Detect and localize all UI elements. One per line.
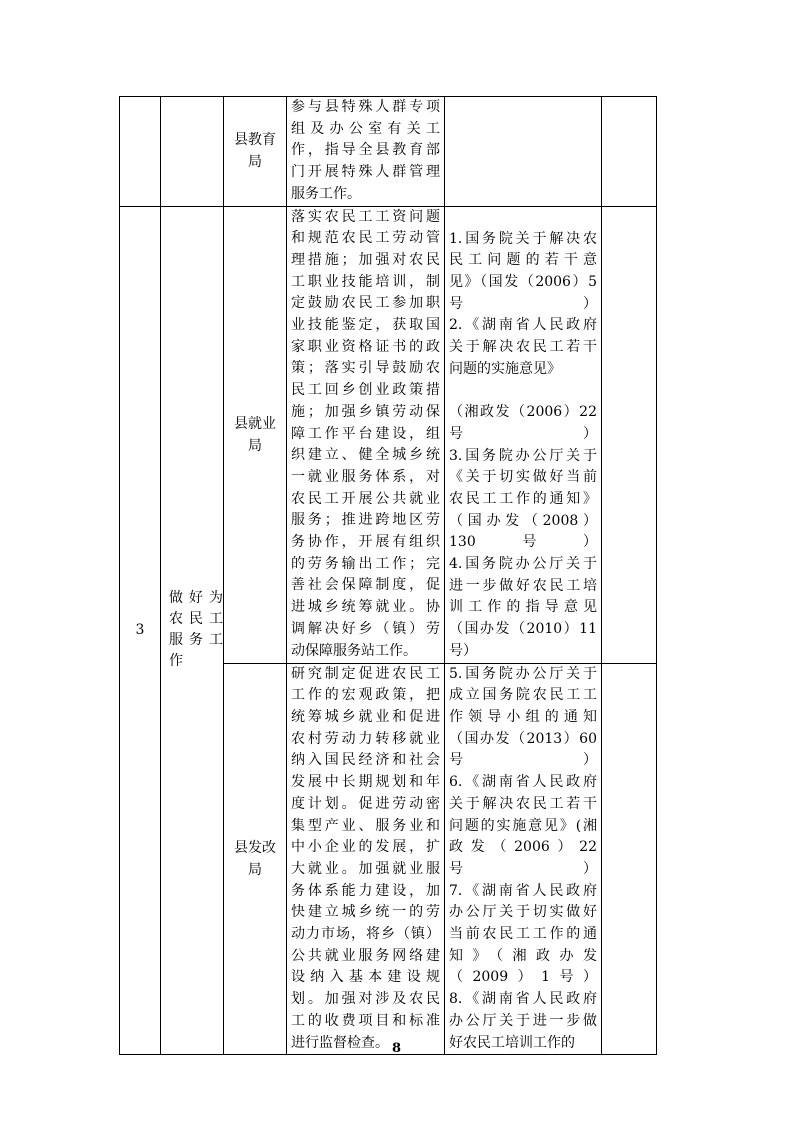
text-line: 号） (449, 752, 597, 769)
department-line: 局 (248, 861, 262, 878)
text-line: （国办发（2008） (449, 512, 597, 529)
text-line: 快建立城乡统一的劳 (291, 904, 440, 921)
text-line: 落实农民工工资问题 (291, 208, 440, 225)
text-line: 中小企业的发展，扩 (291, 839, 440, 856)
text-line: 务体系能力建设，加 (291, 882, 440, 899)
text-line: 发展中长期规划和年 (291, 774, 440, 791)
text-line: 进一步做好农民工培 (449, 577, 597, 594)
cell-remark (602, 206, 657, 663)
text-line: 策；落实引导鼓励农 (291, 360, 440, 377)
cell-basis (445, 206, 602, 663)
text-line: 划。加强对涉及农民 (291, 991, 440, 1008)
text-line: 1.国务院关于解决农 (449, 230, 597, 247)
text-line: 成立国务院农民工工 (449, 687, 597, 704)
text-line: 政发（2006）22 (449, 839, 597, 856)
text-line: 工作的宏观政策，把 (291, 687, 440, 704)
text-line: 关于解决农民工若干 (449, 339, 597, 356)
text-line: 业技能鉴定，获取国 (291, 317, 440, 334)
text-line: 号） (449, 860, 597, 877)
text-line: 作，指导全县教育部 (291, 142, 440, 159)
text-line: 农村劳动力转移就业 (291, 730, 440, 747)
text-line: 服务；推进跨地区劳 (291, 512, 440, 529)
text-line: 调解决好乡（镇）劳 (291, 620, 440, 637)
cell-duty (287, 97, 445, 207)
cell-task (161, 97, 224, 207)
text-line: 动保障服务站工作。 (291, 642, 417, 659)
text-line: 务协作，开展有组织 (291, 534, 440, 551)
text-line: 公共就业服务网络建 (291, 947, 440, 964)
text-line: 做好为 (169, 590, 223, 607)
text-line: 5.国务院办公厅关于 (449, 665, 597, 682)
text-line: 一就业服务体系，对 (291, 468, 440, 485)
text-line: 作领导小组的通知 (449, 708, 597, 725)
text-line: 7.《湖南省人民政府 (449, 882, 597, 899)
text-line: 进城乡统筹就业。协 (291, 599, 440, 616)
text-line: 大就业。加强就业服 (291, 860, 440, 877)
text-line: （国办发（2013）60 (449, 730, 597, 747)
text-line: 农民工 (169, 611, 223, 628)
text-line: 号） (449, 425, 597, 442)
text-line: 研究制定促进农民工 (291, 665, 440, 682)
cell-department (224, 663, 287, 1055)
page-number: 8 (391, 1041, 402, 1056)
cell-remark (602, 97, 657, 207)
text-line: 3.国务院办公厅关于 (449, 447, 597, 464)
text-line: 理措施；加强对农民 (291, 251, 440, 268)
department-line: 县就业 (234, 415, 276, 432)
text-line: （国办发（2010）11 (449, 621, 597, 638)
cell-basis (445, 663, 602, 1055)
text-line: 的劳务输出工作；完 (291, 555, 440, 572)
cell-department (224, 97, 287, 207)
department-line: 县发改 (234, 839, 276, 856)
text-line: 门开展特殊人群管理 (291, 164, 440, 181)
text-line: 130号） (449, 534, 597, 551)
text-line: 组及办公室有关工 (291, 120, 440, 137)
text-line: 《关于切实做好当前 (449, 469, 597, 486)
cell-number: 3 (120, 206, 161, 1055)
text-line: 农民工工作的通知》 (449, 490, 597, 507)
cell-number (120, 97, 161, 207)
text-line: 问题的实施意见》 (449, 360, 561, 377)
cell-duty (287, 663, 445, 1055)
text-line: 障工作平台建设，组 (291, 425, 440, 442)
text-line: 民工问题的若干意 (449, 252, 597, 269)
text-line: 统筹城乡就业和促进 (291, 708, 440, 725)
text-line: 问题的实施意见》(湘 (449, 817, 597, 834)
text-line: 2.《湖南省人民政府 (449, 317, 597, 334)
text-line: 善社会保障制度，促 (291, 577, 440, 594)
text-line: 工的收费项目和标准 (291, 1012, 440, 1029)
text-line: 进行监督检查。 (291, 1034, 389, 1051)
text-line: 号） (449, 295, 597, 312)
responsibility-table (119, 96, 657, 1055)
text-line (449, 380, 597, 402)
table-row (120, 206, 657, 663)
text-line: 4.国务院办公厅关于 (449, 556, 597, 573)
text-line: 集型产业、服务业和 (291, 817, 440, 834)
cell-department (224, 206, 287, 663)
text-line: 服务工作。 (291, 185, 361, 202)
text-line: 家职业资格证书的政 (291, 338, 440, 355)
text-line: 训工作的指导意见 (449, 599, 597, 616)
text-line: 和规范农民工劳动管 (291, 230, 440, 247)
text-line: （2009）1号） (449, 969, 597, 986)
text-line: 工职业技能培训，制 (291, 273, 440, 290)
text-line: 关于解决农民工若干 (449, 795, 597, 812)
text-line: 动力市场，将乡（镇） (291, 926, 440, 943)
text-line: 好农民工培训工作的 (449, 1034, 575, 1051)
department-line: 局 (248, 437, 262, 454)
cell-duty (287, 206, 445, 663)
department-line: 局 (248, 154, 262, 171)
text-line: 作 (169, 653, 183, 670)
text-line: 定鼓励农民工参加职 (291, 295, 440, 312)
text-line: 参与县特殊人群专项 (291, 99, 440, 115)
text-line: 6.《湖南省人民政府 (449, 774, 597, 791)
text-line: 民工回乡创业政策措 (291, 382, 440, 399)
text-line: 纳入国民经济和社会 (291, 752, 440, 769)
text-line: 办公厅关于进一步做 (449, 1012, 597, 1029)
table-row (120, 97, 657, 207)
text-line: 当前农民工工作的通 (449, 926, 597, 943)
text-line: 见》（国发（2006）5 (449, 273, 597, 290)
text-line: 织建立、健全城乡统 (291, 447, 440, 464)
text-line: 服务工 (169, 632, 223, 649)
text-line: 农民工开展公共就业 (291, 490, 440, 507)
text-line: （湘政发（2006）22 (449, 404, 597, 421)
text-line: 知》（湘政办发 (449, 947, 597, 964)
text-line: 号） (449, 642, 477, 659)
cell-remark (602, 663, 657, 1055)
department-line: 县教育 (234, 132, 276, 149)
cell-task (161, 206, 224, 1055)
text-line: 度计划。促进劳动密 (291, 795, 440, 812)
cell-basis (445, 97, 602, 207)
text-line: 设纳入基本建设规 (291, 969, 440, 986)
text-line: 施；加强乡镇劳动保 (291, 403, 440, 420)
text-line: 8.《湖南省人民政府 (449, 991, 597, 1008)
text-line: 办公厅关于切实做好 (449, 904, 597, 921)
